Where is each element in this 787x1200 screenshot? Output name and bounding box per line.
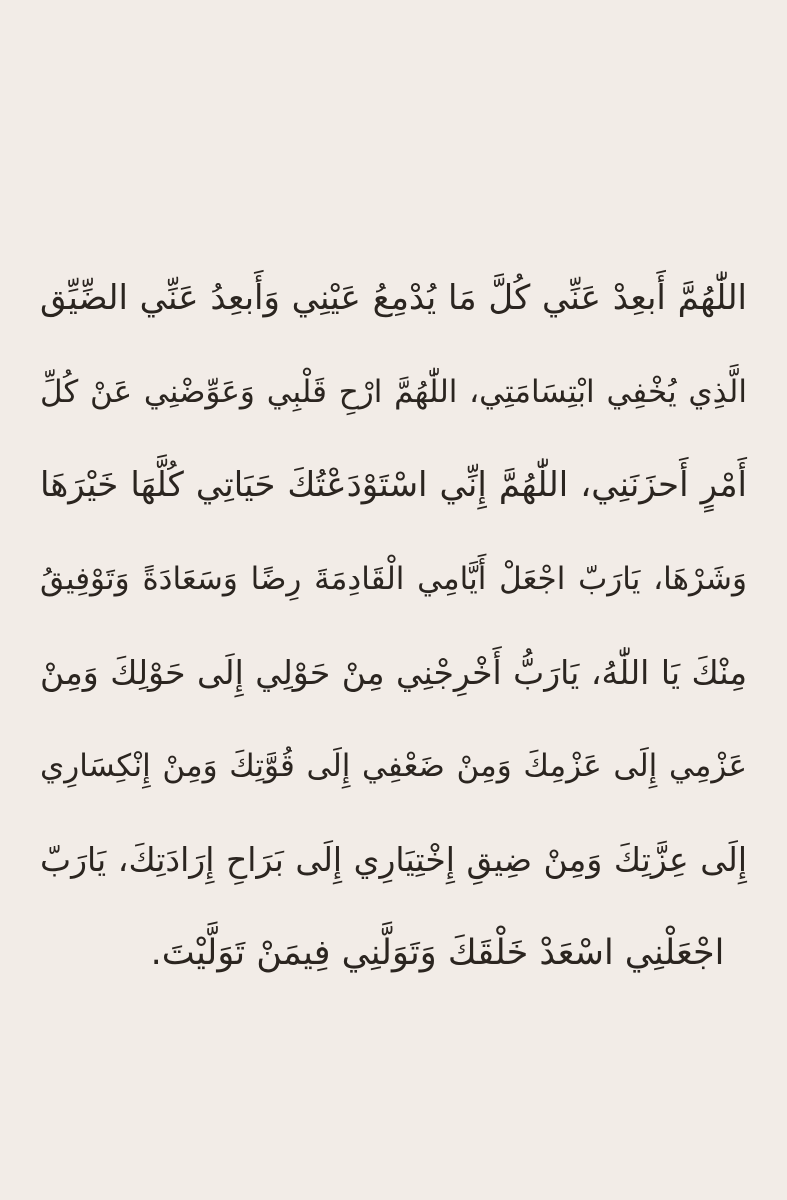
dua-line-8: اجْعَلْنِي اسْعَدْ خَلْقَكَ وَتَوَلَّنِي فِيمَنْ تَوَلَّيْتَ. — [150, 932, 725, 973]
dua-line-4: وَشَرْهَا، يَارَبّ اجْعَلْ أَيَّامِي الْقَادِمَةَ رِضًا وَسَعَادَةً وَتَوْفِيقُ — [40, 560, 747, 597]
dua-line-3: أَمْرٍ أَحزَنَنِي، اللّٰهُمَّ إِنِّي اسْتَوْدَعْتُكَ حَيَاتِي كُلَّهَا خَيْرَهَا — [40, 465, 747, 505]
dua-text-block — [40, 252, 747, 1000]
dua-line-2: الَّذِي يُخْفِي ابْتِسَامَتِي، اللّٰهُمَّ ارْحِ قَلْبِي وَعَوِّضْنِي عَنْ كُلِّ — [40, 373, 747, 410]
dua-line-1: اللّٰهُمَّ أَبعِدْ عَنِّي كُلَّ مَا يُدْمِعُ عَيْنِي وَأَبعِدُ عَنِّي الضِّيِّق — [40, 278, 747, 318]
dua-line-5: مِنْكَ يَا اللّٰهُ، يَارَبُّ أَخْرِجْنِي مِنْ حَوْلِي إِلَى حَوْلِكَ وَمِنْ — [40, 653, 747, 692]
dua-line-6: عَزْمِي إِلَى عَزْمِكَ وَمِنْ ضَعْفِي إِلَى قُوَّتِكَ وَمِنْ إِنْكِسَارِي — [40, 747, 747, 784]
dua-line-7: إِلَى عِزَّتِكَ وَمِنْ ضِيقِ إِخْتِيَارِي إِلَى بَرَاحِ إِرَادَتِكَ، يَارَبّ — [40, 840, 747, 879]
